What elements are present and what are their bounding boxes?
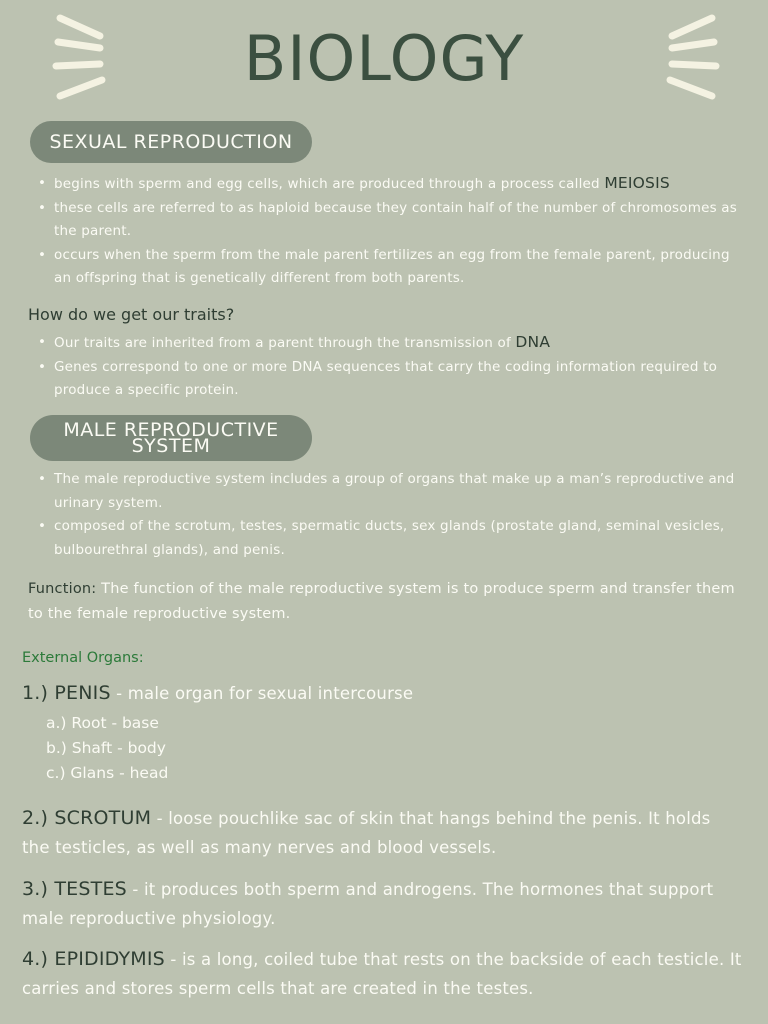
list-item: • The male reproductive system includes a group of organs that make up a man’s reproductive and urinary system. (38, 468, 743, 515)
function-paragraph: Function: The function of the male reproductive system is to produce sperm and transfer them to the female reproductive system. (28, 581, 735, 622)
section-heading-male-reproductive-system: MALE REPRODUCTIVE SYSTEM (30, 415, 312, 461)
section-heading-sexual-reproduction: SEXUAL REPRODUCTION (30, 121, 312, 163)
list-item: • these cells are referred to as haploid because they contain half of the number of chromosomes as the parent. (38, 197, 743, 244)
dna-highlight: DNA (515, 333, 551, 351)
organ-penis: 1.) PENIS - male organ for sexual intercourse (22, 682, 414, 704)
organ-epididymis: 4.) EPIDIDYMIS - is a long, coiled tube that rests on the backside of each testicle. It carries and stores sperm cells that are created in the testes. (22, 948, 742, 998)
list-item: • Our traits are inherited from a parent through the transmission of DNA (38, 331, 743, 356)
list-item: • occurs when the sperm from the male parent fertilizes an egg from the female parent, producing an offspring that is genetically different from both parents. (38, 244, 743, 291)
function-label: Function: (28, 581, 97, 597)
external-organs-heading: External Organs: (22, 650, 144, 666)
male-system-list (38, 468, 743, 562)
list-item: • Genes correspond to one or more DNA sequences that carry the coding information required to produce a specific protein. (38, 356, 743, 403)
list-item: • begins with sperm and egg cells, which are produced through a process called MEIOSIS (38, 172, 743, 197)
traits-list (38, 331, 743, 403)
organ-scrotum: 2.) SCROTUM - loose pouchlike sac of skin that hangs behind the penis. It holds the testicles, as well as many nerves and blood vessels. (22, 807, 711, 857)
page-title: BIOLOGY (243, 22, 525, 95)
penis-part-glans: c.) Glans - head (46, 764, 169, 782)
sexual-reproduction-list (38, 172, 743, 291)
traits-heading: How do we get our traits? (28, 305, 235, 324)
organ-testes: 3.) TESTES - it produces both sperm and androgens. The hormones that support male reproductive physiology. (22, 878, 714, 928)
list-item: • composed of the scrotum, testes, spermatic ducts, sex glands (prostate gland, seminal vesicles, bulbourethral glands), and penis. (38, 515, 743, 562)
penis-part-root: a.) Root - base (46, 714, 159, 732)
penis-part-shaft: b.) Shaft - body (46, 739, 166, 757)
meiosis-highlight: MEIOSIS (604, 174, 670, 192)
